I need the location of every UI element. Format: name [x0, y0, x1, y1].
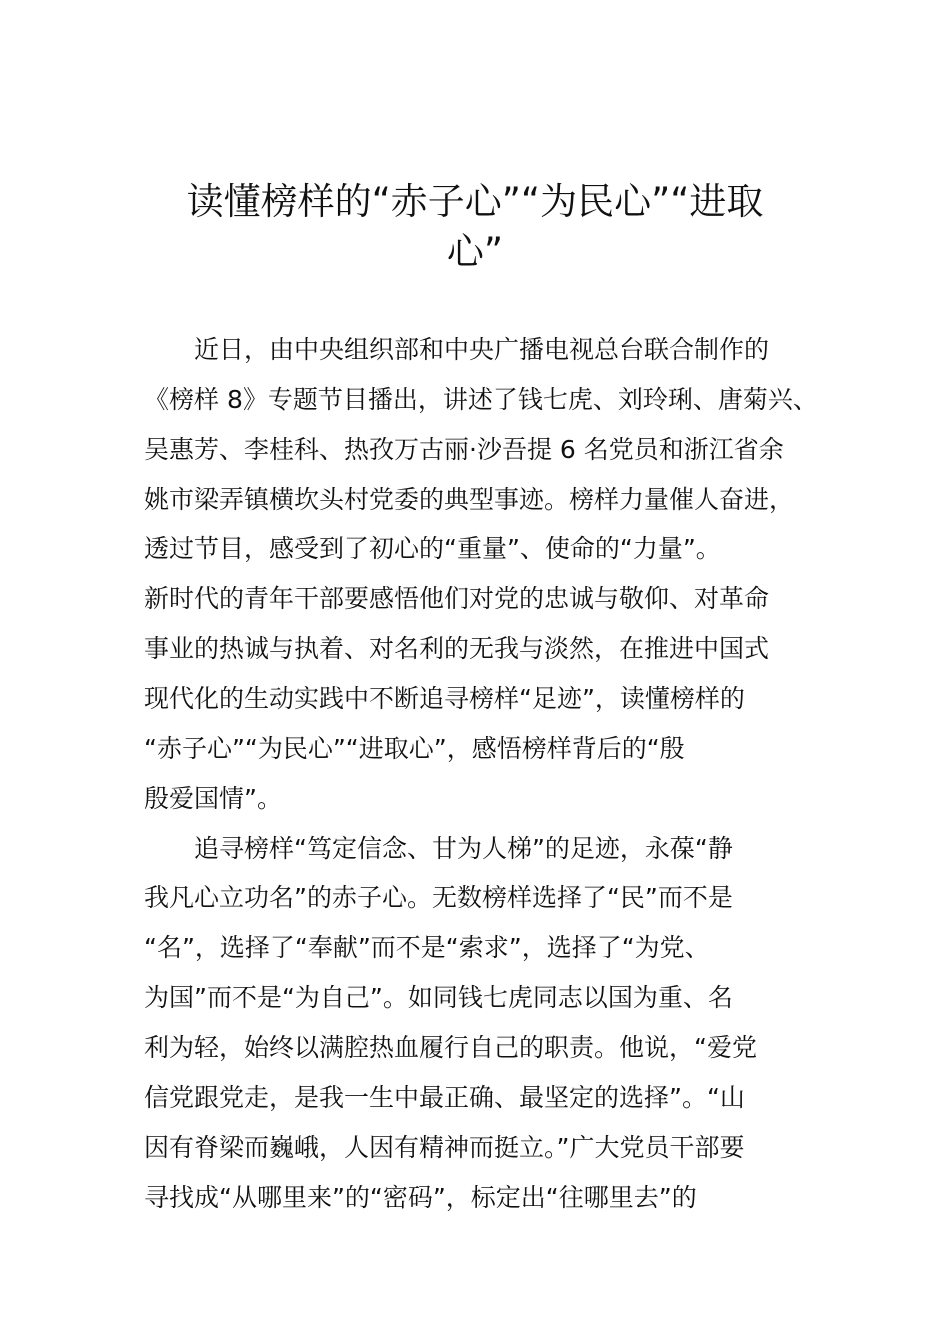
paragraph-2-line-1: 追寻榜样“笃定信念、甘为人梯”的足迹，永葆“静 [194, 834, 733, 863]
paragraph-1-line-1: 近日，由中央组织部和中央广播电视总台联合制作的 [194, 335, 770, 364]
paragraph-1-line-8: 现代化的生动实践中不断追寻榜样“足迹”，读懂榜样的 [144, 684, 745, 713]
paragraph-1-line-6: 新时代的青年干部要感悟他们对党的忠诚与敬仰、对革命 [144, 584, 770, 613]
paragraph-2-line-6: 信党跟党走，是我一生中最正确、最坚定的选择”。“山 [144, 1083, 745, 1112]
paragraph-1-line-3: 吴惠芳、李桂科、热孜万古丽·沙吾提 6 名党员和浙江省余 [144, 435, 784, 464]
paragraph-2-line-4: 为国”而不是“为自己”。如同钱七虎同志以国为重、名 [144, 983, 733, 1012]
paragraph-1-line-9: “赤子心”“为民心”“进取心”，感悟榜样背后的“殷 [144, 734, 685, 763]
paragraph-2-line-2: 我凡心立功名”的赤子心。无数榜样选择了“民”而不是 [144, 883, 733, 912]
paragraph-2-line-5: 利为轻，始终以满腔热血履行自己的职责。他说，“爱党 [144, 1033, 757, 1062]
document-title-line-2: 心” [446, 230, 504, 273]
paragraph-2-line-7: 因有脊梁而巍峨，人因有精神而挺立。”广大党员干部要 [144, 1133, 745, 1162]
paragraph-1-line-10: 殷爱国情”。 [144, 784, 282, 813]
paragraph-1-line-5: 透过节目，感受到了初心的“重量”、使命的“力量”。 [144, 534, 721, 563]
paragraph-1-line-7: 事业的热诚与执着、对名利的无我与淡然，在推进中国式 [144, 634, 770, 663]
paragraph-2-line-3: “名”，选择了“奉献”而不是“索求”，选择了“为党、 [144, 933, 710, 962]
paragraph-1-line-4: 姚市梁弄镇横坎头村党委的典型事迹。榜样力量催人奋进， [144, 485, 795, 514]
paragraph-1-line-2: 《榜样 8》专题节目播出，讲述了钱七虎、刘玲琍、唐菊兴、 [144, 385, 818, 414]
document-title-line-1: 读懂榜样的“赤子心”“为民心”“进取 [186, 180, 764, 223]
paragraph-2-line-8: 寻找成“从哪里来”的“密码”，标定出“往哪里去”的 [144, 1183, 697, 1212]
